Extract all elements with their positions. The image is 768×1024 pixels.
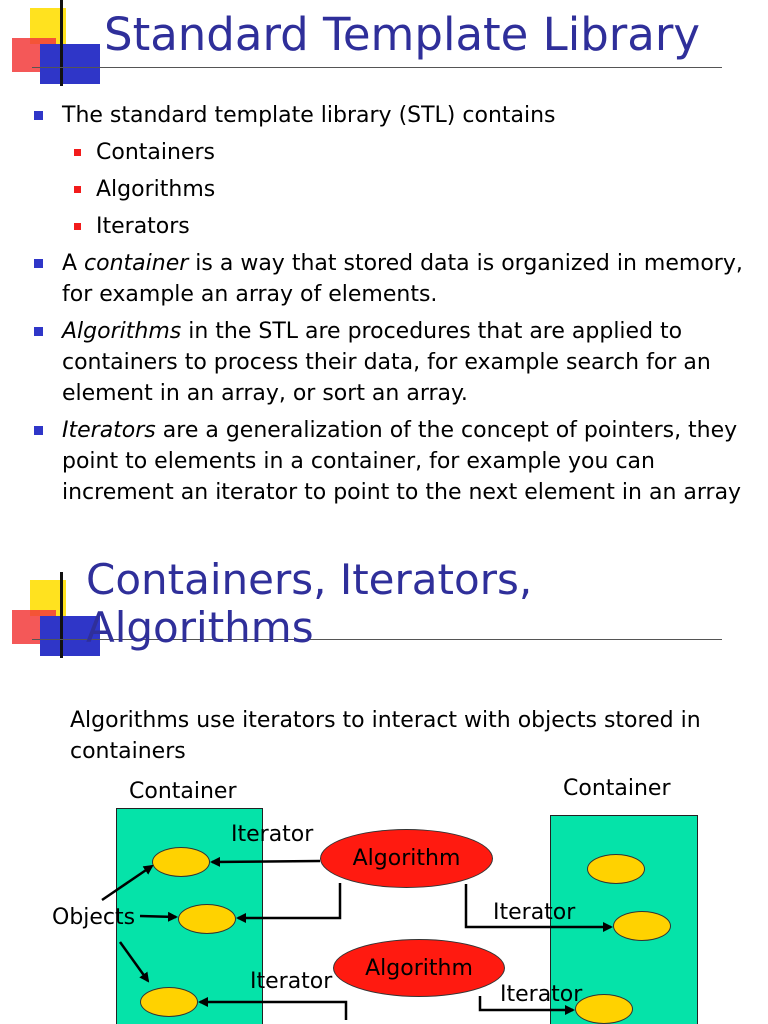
sub-bullet-item [0,137,768,168]
bullet-text: is a way that stored data is organized in memory, for example an array of elements. [62,251,743,307]
bullet-emphasis: Iterators [62,418,156,443]
bullet-emphasis: Algorithms [62,319,182,344]
iterator-arrow [238,883,340,918]
bullet-item [0,248,768,310]
bullet-text: are a generalization of the concept of pointers, they point to elements in a container, for example you can increment an iterator to point to the next element in an array [62,418,742,505]
slide-containers-iterators-algorithms [0,550,768,1024]
lead-text: Algorithms use iterators to interact with objects stored in containers [70,708,701,764]
title-underline [32,67,722,68]
red-square-bullet-icon [74,223,81,230]
iterator-label: Iterator [500,982,583,1007]
algorithm-label: Algorithm [352,846,461,871]
iterator-label: Iterator [493,900,576,925]
logo-vertical-line [60,0,63,86]
bullet-text: in the STL are procedures that are applied to containers to process their data, for example search for an element in an array, or sort an array. [62,319,711,406]
diagram-arrows [0,550,768,1024]
bullet-text: The standard template library (STL) contains [62,103,556,128]
square-bullet-icon [34,259,43,268]
bullet-emphasis: container [84,251,189,276]
container-label-left: Container [129,779,237,804]
objects-arrow [120,942,148,981]
slide-title: Standard Template Library [104,8,701,61]
corner-logo [0,0,110,90]
bullet-item [0,316,768,409]
bullet-list [0,100,768,514]
bullet-item [0,100,768,131]
sub-bullet-text: Algorithms [96,177,216,202]
red-square-bullet-icon [74,186,81,193]
sub-bullet-text: Containers [96,140,215,165]
iterator-label: Iterator [231,822,314,847]
objects-arrow [102,866,152,900]
iterator-label: Iterator [250,969,333,994]
container-label-right: Container [563,776,671,801]
logo-blue-square [40,44,100,84]
algorithm-label: Algorithm [365,955,473,981]
square-bullet-icon [34,327,43,336]
sub-bullet-item [0,174,768,205]
sub-bullet-text: Iterators [96,214,190,239]
objects-arrow [140,916,176,917]
bullet-item [0,415,768,508]
sub-bullet-item [0,211,768,242]
slide-title-line: Containers, Iterators, [86,555,533,604]
iterator-arrow [200,1002,346,1020]
iterator-arrow [480,996,573,1010]
red-square-bullet-icon [74,149,81,156]
objects-label: Objects [52,905,136,930]
iterator-arrow [466,884,611,927]
square-bullet-icon [34,111,43,120]
bullet-text-prefix: A [62,251,85,276]
iterator-arrow [212,861,320,862]
slide-title-line: Algorithms [86,603,314,652]
square-bullet-icon [34,426,43,435]
